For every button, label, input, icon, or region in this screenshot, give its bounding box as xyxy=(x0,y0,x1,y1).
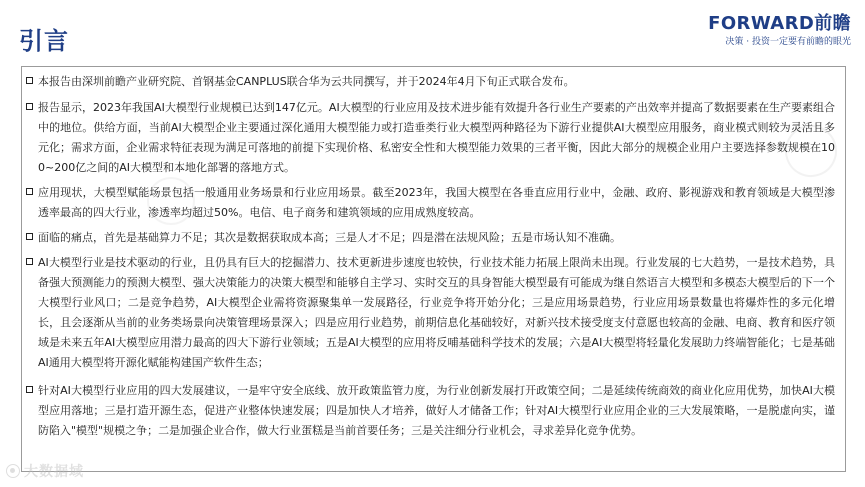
brand-tagline: 决策 · 投资一定要有前瞻的眼光 xyxy=(725,37,851,47)
square-bullet-icon xyxy=(26,258,33,265)
bottom-watermark xyxy=(6,462,84,480)
watermark-text: 大数据域 xyxy=(24,464,84,480)
brand-logo xyxy=(701,14,851,48)
square-bullet-icon xyxy=(26,188,33,195)
square-bullet-icon xyxy=(26,233,33,240)
paragraph-intro xyxy=(22,72,845,92)
paragraph-text: 报告显示，2023年我国AI大模型行业规模已达到147亿元。AI大模型的行业应用及技术进步能有效提升各行业生产要素的产出效率并提高了数据要素在生产要素组合中的地位。供给方面，当前AI大模型企业主要通过深化通用大模型能力或打造垂类行业大模型两种路径为下游行业提供AI大模型应用服务，商业模式则较为灵活且多元化；需求方面，企业需求特征表现为满足可落地的前提下实现价格、私密安全性和大模型能力效果的三者平衡，因此大部分的规模企业用户主要选择参数规模在100~200亿之间的AI大模型和本地化部署的落地方式。 xyxy=(38,101,835,174)
introduction-box xyxy=(21,66,846,472)
paragraph-market-size xyxy=(22,98,845,178)
paragraph-text: 本报告由深圳前瞻产业研究院、首钢基金CANPLUS联合华为云共同撰写，并于2024年4月下旬正式联合发布。 xyxy=(38,75,575,88)
square-bullet-icon xyxy=(26,77,33,84)
square-bullet-icon xyxy=(26,103,33,110)
paragraph-recommendations xyxy=(22,381,845,441)
paragraph-text: 面临的痛点，首先是基础算力不足；其次是数据获取成本高；三是人才不足；四是潜在法规风险；五是市场认知不准确。 xyxy=(38,231,621,244)
paragraph-text: 应用现状，大模型赋能场景包括一般通用业务场景和行业应用场景。截至2023年，我国大模型在各垂直应用行业中，金融、政府、影视游戏和教育领域是大模型渗透率最高的四大行业，渗透率均超过50%。电信、电子商务和建筑领域的应用成熟度较高。 xyxy=(38,186,835,219)
paragraph-pain-points xyxy=(22,228,845,248)
watermark-eye-icon xyxy=(6,464,20,478)
page-title: 引言 xyxy=(19,27,69,55)
brand-name: FORWARD前瞻 xyxy=(708,13,851,34)
paragraph-application-status xyxy=(22,183,845,223)
paragraph-text: AI大模型行业是技术驱动的行业，且仍具有巨大的挖掘潜力、技术更新进步速度也较快，行业技术能力拓展上限尚未出现。行业发展的七大趋势，一是技术趋势，具备强大预测能力的预测大模型、强大决策能力的决策大模型和能够自主学习、实时交互的具身智能大模型最有可能成为继自然语言大模型和多模态大模型后的下一个大模型行业风口；二是竞争趋势，AI大模型企业需将资源聚集单一发展路径，行业竞争将开始分化；三是应用场景趋势，行业应用场景数量也将爆炸性的多元化增长，且会逐渐从当前的业务类场景向决策管理场景深入；四是应用行业趋势，前期信息化基础较好，对新兴技术接受度支付意愿也较高的金融、电商、教育和医疗领域是未来五年AI大模型应用潜力最高的四大下游行业领域；五是AI大模型的应用将反哺基础科学技术的发展；六是AI大模型将轻量化发展助力终端智能化；七是基础AI通用大模型将开源化赋能构建国产软件生态； xyxy=(38,256,835,369)
paragraph-text: 针对AI大模型行业应用的四大发展建议，一是牢守安全底线、放开政策监管力度，为行业创新发展打开政策空间；二是延续传统商效的商业化应用优势，加快AI大模型应用落地；三是打造开源生态，促进产业整体快速发展；四是加快人才培养，做好人才储备工作；针对AI大模型行业应用企业的三大发展策略，一是脱虚向实，谨防陷入"模型"规模之争；二是加强企业合作，做大行业蛋糕是当前首要任务；三是关注细分行业机会，寻求差异化竞争优势。 xyxy=(38,384,835,437)
square-bullet-icon xyxy=(26,386,33,393)
paragraph-trends xyxy=(22,253,845,373)
